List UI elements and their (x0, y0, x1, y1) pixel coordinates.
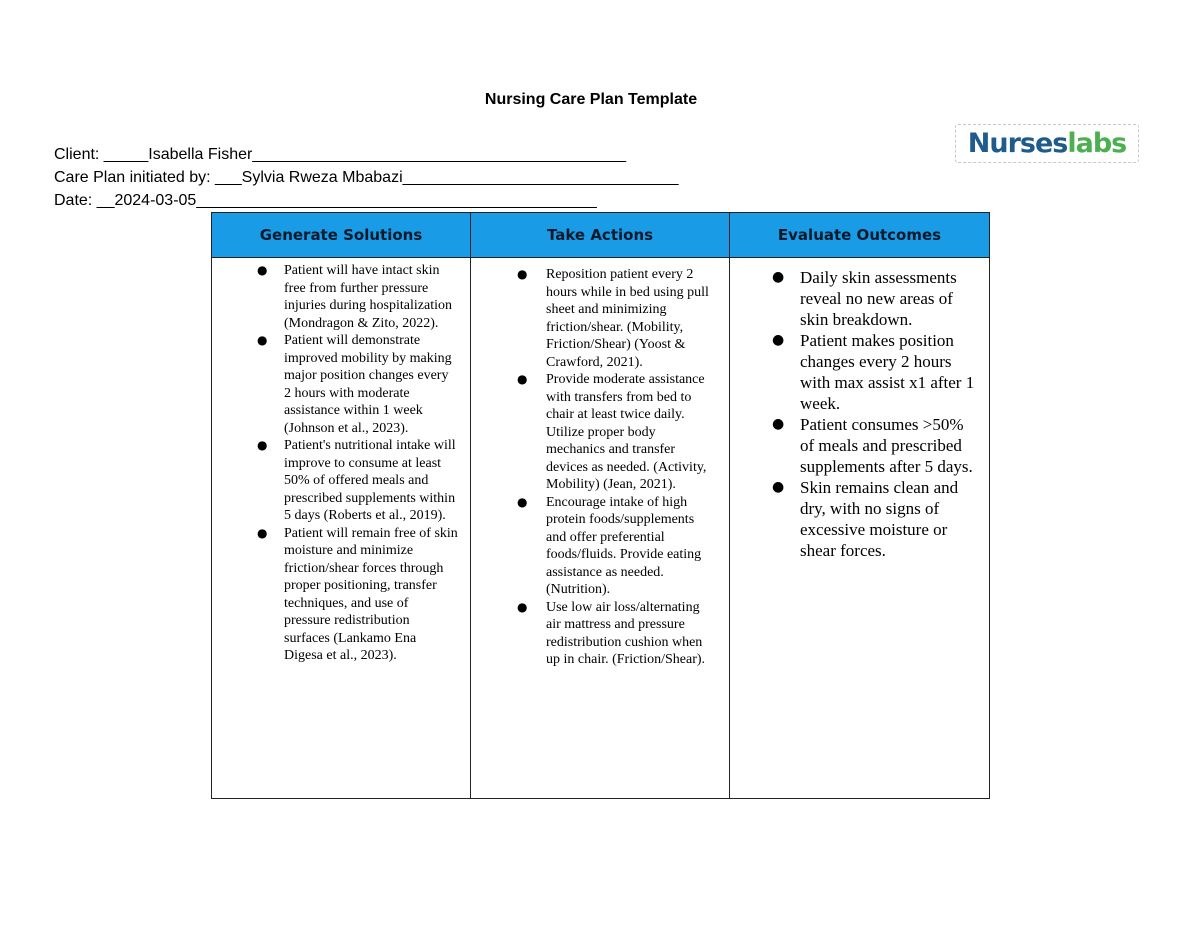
list-item-text: Patient's nutritional intake will improve to consume at least 50% of offered meals and prescribed supplements within 5 days (Roberts et al., 2019). (284, 438, 456, 523)
bullet-icon: ● (772, 479, 785, 495)
bullet-icon: ● (257, 525, 268, 540)
list-item (772, 330, 975, 414)
date-line: Date: __2024-03-05_____________________________________________ (54, 192, 597, 209)
logo-part-nurses: Nurses (967, 128, 1068, 159)
table-body-row (212, 258, 990, 799)
client-line: Client: _____Isabella Fisher__________________________________________ (54, 146, 627, 163)
bullet-icon: ● (517, 372, 528, 386)
list-item-text: Skin remains clean and dry, with no signs of excessive moisture or shear forces. (800, 478, 959, 560)
bullet-icon: ● (257, 263, 268, 277)
header-evaluate-outcomes: Evaluate Outcomes (730, 213, 990, 258)
list-item (257, 437, 458, 525)
list-item (517, 599, 709, 669)
logo-part-labs: labs (1067, 128, 1127, 159)
header-generate-solutions: Generate Solutions (212, 213, 471, 258)
list-item-text: Use low air loss/alternating air mattress and pressure redistribution cushion when up in chair. (Friction/Shear). (546, 599, 706, 667)
evaluate-outcomes-list (730, 258, 989, 561)
bullet-icon: ● (772, 332, 785, 348)
list-item (772, 414, 975, 477)
bullet-icon: ● (517, 267, 528, 281)
page-title: Nursing Care Plan Template (484, 91, 698, 108)
header-take-actions: Take Actions (471, 213, 730, 258)
generate-solutions-cell (212, 258, 471, 799)
take-actions-cell (471, 258, 730, 799)
list-item (517, 266, 709, 371)
list-item (517, 371, 709, 494)
table-header-row (212, 213, 990, 258)
list-item (517, 494, 709, 599)
bullet-icon: ● (772, 269, 785, 285)
list-item-text: Patient makes position changes every 2 hours with max assist x1 after 1 week. (800, 331, 975, 413)
list-item (257, 262, 458, 332)
list-item-text: Reposition patient every 2 hours while in bed using pull sheet and minimizing friction/shear. (Mobility, Friction/Shear) (Yoost & Crawford, 2021). (546, 267, 709, 370)
take-actions-list (471, 258, 729, 669)
bullet-icon: ● (517, 494, 528, 509)
generate-solutions-list (212, 258, 470, 665)
list-item-text: Provide moderate assistance with transfers from bed to chair at least twice daily. Utilize proper body mechanics and transfer devices as needed. (Activity, Mobility) (Jean, 2021). (546, 372, 707, 492)
bullet-icon: ● (772, 416, 785, 432)
list-item (772, 267, 975, 330)
list-item-text: Patient consumes >50% of meals and prescribed supplements after 5 days. (800, 415, 973, 476)
initiated-by-line: Care Plan initiated by: ___Sylvia Rweza Mbabazi_______________________________ (54, 169, 679, 186)
evaluate-outcomes-cell (730, 258, 990, 799)
care-plan-table (211, 212, 990, 799)
list-item-text: Patient will remain free of skin moisture and minimize friction/shear forces through proper positioning, transfer techniques, and use of pressure redistribution surfaces (Lankamo Ena Digesa et al., 2023). (284, 525, 458, 663)
list-item-text: Daily skin assessments reveal no new areas of skin breakdown. (800, 268, 957, 329)
bullet-icon: ● (257, 438, 268, 452)
bullet-icon: ● (257, 333, 268, 347)
nurseslabs-logo (955, 124, 1139, 163)
list-item (257, 332, 458, 437)
client-info (54, 143, 678, 212)
list-item-text: Encourage intake of high protein foods/supplements and offer preferential foods/fluids. Provide eating assistance as needed. (Nutrition). (546, 494, 702, 597)
list-item (257, 525, 458, 665)
list-item-text: Patient will have intact skin free from further pressure injuries during hospitalization (Mondragon & Zito, 2022). (284, 263, 452, 331)
list-item-text: Patient will demonstrate improved mobility by making major position changes every 2 hours with moderate assistance within 1 week (Johnson et al., 2023). (284, 333, 452, 436)
bullet-icon: ● (517, 599, 528, 614)
list-item (772, 477, 975, 561)
